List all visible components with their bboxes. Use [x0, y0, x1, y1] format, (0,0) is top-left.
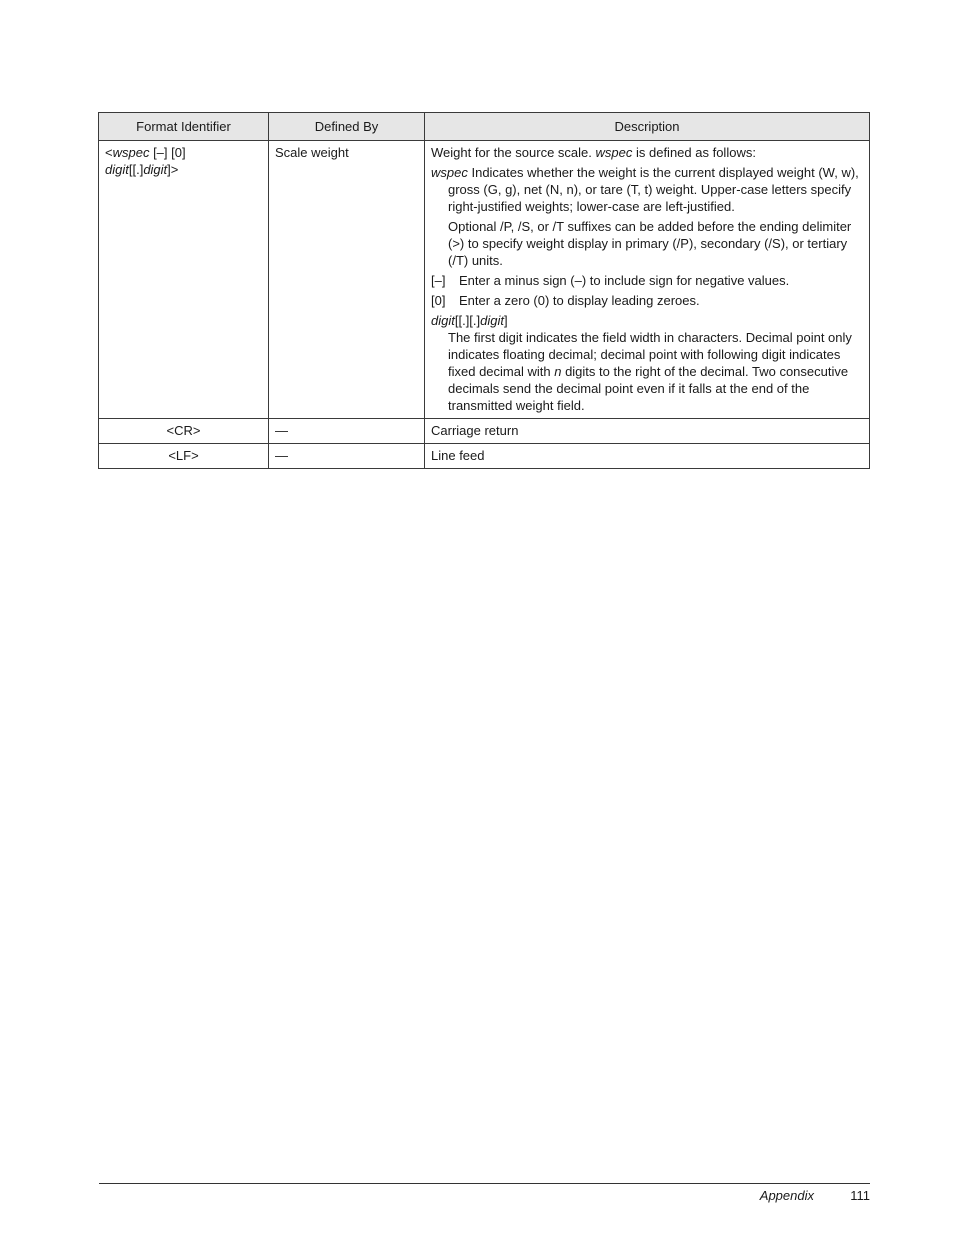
- footer-divider: [99, 1183, 870, 1184]
- desc-digit-text: The first digit indicates the field width in characters. Decimal point only indicates floating decimal; decimal point with following digit indicates fixed decimal with n digits to the right of the decimal. Two consecutive decimals send the decimal point even if it falls at the end of the transmitted weight field.: [448, 330, 852, 413]
- zero-key: [0]: [431, 293, 446, 308]
- table-row: [99, 444, 870, 469]
- fi-lt: <: [105, 145, 113, 160]
- desc-suffixes: Optional /P, /S, or /T suffixes can be added before the ending delimiter (>) to specify weight display in primary (/P), secondary (/S), or tertiary (/T) units.: [448, 219, 852, 268]
- minus-key: [–]: [431, 273, 446, 288]
- minus-text: Enter a minus sign (–) to include sign for negative values.: [459, 273, 790, 288]
- desc-intro: Weight for the source scale. wspec is defined as follows:: [431, 145, 756, 160]
- description-cell: Carriage return: [425, 419, 870, 444]
- defined-by-cell: Scale weight: [269, 141, 425, 419]
- description-cell: [425, 141, 870, 419]
- table-row: [99, 419, 870, 444]
- defined-by-cell: —: [269, 444, 425, 469]
- description-cell: Line feed: [425, 444, 870, 469]
- desc-zero-option: [431, 292, 863, 309]
- fi-mid2: [[.]: [128, 162, 144, 177]
- desc-minus-option: [431, 272, 863, 289]
- header-defined-by: Defined By: [269, 113, 425, 141]
- format-identifier-cell: [99, 141, 269, 419]
- page-number: 111: [850, 1188, 870, 1203]
- format-identifier-cell: <CR>: [99, 419, 269, 444]
- header-format-identifier: Format Identifier: [99, 113, 269, 141]
- format-identifier-cell: <LF>: [99, 444, 269, 469]
- desc-digit-term: digit[[.][.]digit]: [431, 313, 508, 328]
- header-description: Description: [425, 113, 870, 141]
- fi-end: ]>: [167, 162, 179, 177]
- fi-mid: [–] [0]: [149, 145, 186, 160]
- defined-by-cell: —: [269, 419, 425, 444]
- fi-digit1: digit: [105, 162, 129, 177]
- footer-section-name: Appendix: [759, 1188, 814, 1203]
- table-row: [99, 141, 870, 419]
- zero-text: Enter a zero (0) to display leading zeroes.: [459, 293, 700, 308]
- fi-wspec: wspec: [112, 145, 150, 160]
- format-identifier-table: [98, 112, 870, 469]
- desc-wspec: wspec Indicates whether the weight is the current displayed weight (W, w), gross (G, g), net (N, n), or tare (T, t) weight. Upper-case letters specify right-justified weights; lower-case are left-justified.: [431, 165, 859, 214]
- fi-digit2: digit: [143, 162, 168, 177]
- table-header-row: [99, 113, 870, 141]
